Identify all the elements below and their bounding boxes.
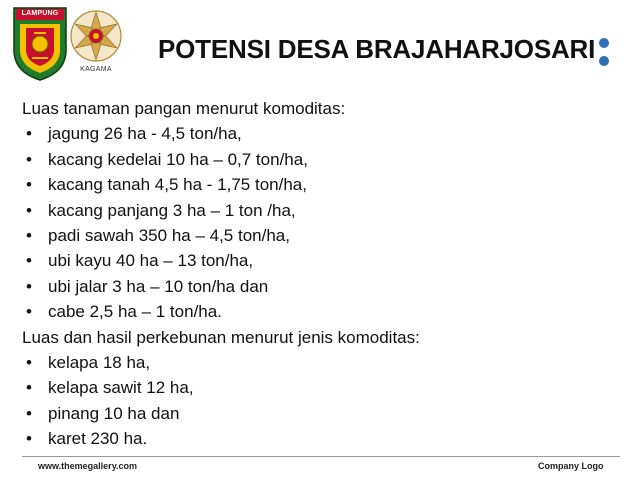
slide-content [22, 96, 622, 452]
kagama-logo-text: KAGAMA [80, 66, 112, 73]
bullet-icon: • [26, 429, 32, 449]
list-item: • pinang 10 ha dan [22, 401, 622, 426]
list-item: • ubi jalar 3 ha – 10 ton/ha dan [22, 274, 622, 299]
bullet-icon: • [26, 200, 32, 220]
list-item: • cabe 2,5 ha – 1 ton/ha. [22, 299, 622, 324]
bullet-icon: • [26, 226, 32, 246]
list-item: • kacang tanah 4,5 ha - 1,75 ton/ha, [22, 172, 622, 197]
bullet-icon: • [26, 403, 32, 423]
list-item: • karet 230 ha. [22, 426, 622, 451]
bullet-icon: • [26, 302, 32, 322]
section-heading-food-crops: Luas tanaman pangan menurut komoditas: [22, 99, 346, 118]
list-item: • padi sawah 350 ha – 4,5 ton/ha, [22, 223, 622, 248]
bullet-icon: • [26, 353, 32, 373]
kagama-logo [68, 6, 124, 82]
section-heading-plantations: Luas dan hasil perkebunan menurut jenis komoditas: [22, 327, 420, 347]
title-colon-decoration [597, 36, 611, 70]
bullet-icon: • [26, 124, 32, 144]
bullet-icon: • [26, 276, 32, 296]
list-item: • kelapa sawit 12 ha, [22, 375, 622, 400]
list-item: • jagung 26 ha - 4,5 ton/ha, [22, 121, 622, 146]
bullet-icon: • [26, 251, 32, 271]
list-item: • kacang kedelai 10 ha – 0,7 ton/ha, [22, 147, 622, 172]
bullet-icon: • [26, 378, 32, 398]
lampung-logo-text: LAMPUNG [21, 10, 59, 17]
list-item: • ubi kayu 40 ha – 13 ton/ha, [22, 248, 622, 273]
footer-website: www.themegallery.com [38, 461, 138, 471]
list-item: • kacang panjang 3 ha – 1 ton /ha, [22, 198, 622, 223]
page-title: POTENSI DESA BRAJAHARJOSARI [158, 34, 596, 64]
footer-company-logo: Company Logo [538, 461, 604, 471]
lampung-logo [12, 6, 68, 82]
footer-divider [22, 456, 620, 457]
bullet-icon: • [26, 175, 32, 195]
bullet-icon: • [26, 149, 32, 169]
list-item: • kelapa 18 ha, [22, 350, 622, 375]
